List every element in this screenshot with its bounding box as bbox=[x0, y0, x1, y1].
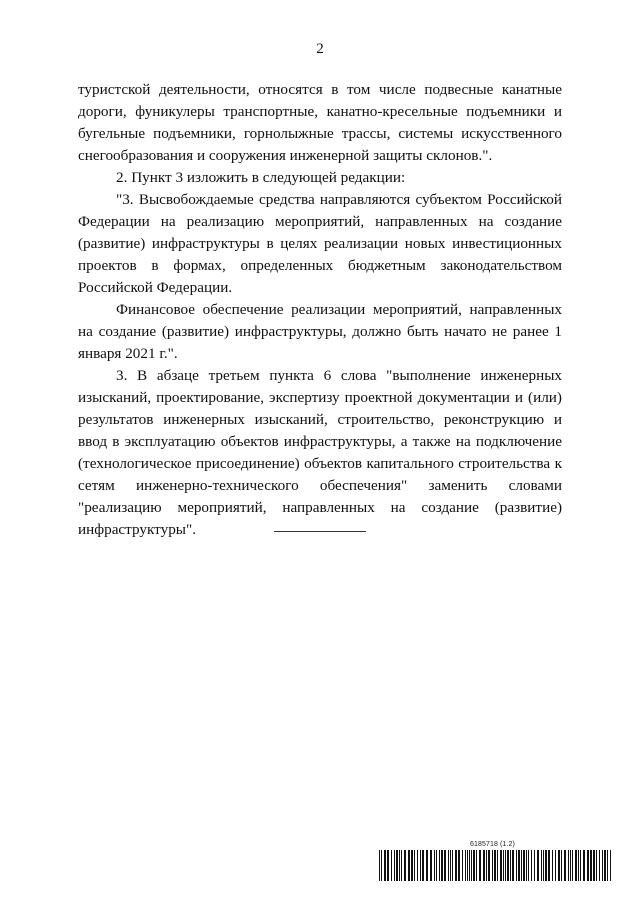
document-body bbox=[78, 79, 562, 541]
document-barcode-block bbox=[379, 841, 611, 881]
document-code: 6185718 (1.2) bbox=[470, 841, 515, 848]
paragraph-continuation: туристской деятельности, относятся в том числе подвесные канатные дороги, фуникулеры транспортные, канатно-кресельные подъемники и бугельные подъемники, горнолыжные трассы, системы искусственного снегообразования и сооружения инженерной защиты склонов.". bbox=[78, 81, 562, 164]
page-number: 2 bbox=[316, 41, 324, 57]
barcode-icon bbox=[379, 850, 611, 881]
paragraph-item-3: 3. В абзаце третьем пункта 6 слова "выполнение инженерных изысканий, проектирование, экспертизу проектной документации и (или) результатов инженерных изысканий, строительство, реконструкцию и ввод в эксплуатацию объектов инфраструктуры, а также на подключение (технологическое присоединение) объектов капитального строительства к сетям инженерно-технического обеспечения" заменить словами "реализацию мероприятий, направленных на создание (развитие) инфраструктуры". bbox=[78, 367, 562, 538]
end-of-text-rule bbox=[274, 531, 366, 532]
paragraph-quoted-point-3: "3. Высвобождаемые средства направляются субъектом Российской Федерации на реализацию мероприятий, направленных на создание (развитие) инфраструктуры в целях реализации новых инвестиционных проектов в формах, определенных бюджетным законодательством Российской Федерации. bbox=[78, 191, 562, 296]
paragraph-item-2: 2. Пункт 3 изложить в следующей редакции: bbox=[116, 169, 406, 186]
paragraph-financing: Финансовое обеспечение реализации мероприятий, направленных на создание (развитие) инфраструктуры, должно быть начато не ранее 1 января 2021 г.". bbox=[78, 301, 562, 362]
